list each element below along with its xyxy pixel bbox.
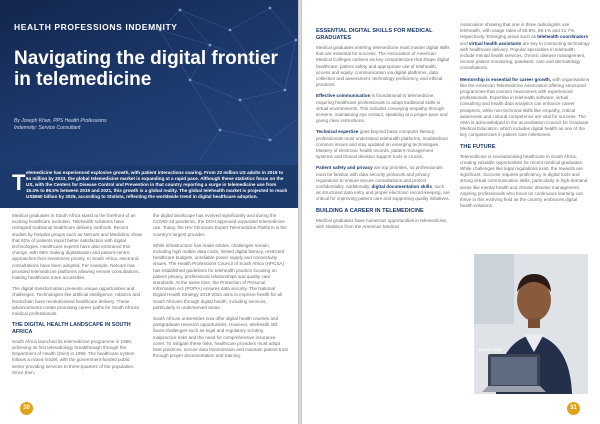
lead-phrase: telehealth coordinators [537, 34, 589, 40]
right-column-2 [460, 22, 590, 214]
page-number: 31 [567, 402, 580, 415]
paragraph-body: is foundational to telemedicine, requiring healthcare professionals to adapt traditional skills to virtual environments. This includes conveying empathy through screens, maintaining eye contact, speaking at a proper pace and giving clear instructions. [316, 93, 448, 124]
paragraph: South African universities now offer digital health courses and postgraduate research opportunities. However, telehealth still faces challenges such as legal and regulatory scrutiny, malpractice risks and the need for comprehensive insurance cover. To mitigate these risks, healthcare providers must adopt best practices, secure data transmission and maintain patient trust through proper documentation and training. [153, 316, 288, 359]
lead-phrase: Mentorship is essential for career growth, [460, 76, 552, 82]
byline-line-1: By Joseph Khan, PPS Health Professions [14, 118, 107, 124]
paragraph: While infrastructure has made strides, challenges remain, including high mobile data costs, limited digital literacy, restricted healthcare budgets, unreliable power supply and connectivity issues. The Health Professions Council of South Africa (HPCSA) has established guidelines for telehealth practice focusing on patient privacy, professional relationships and quality care standards. At the same time, the Protection of Personal Information Act (POPIA) ensures data security. The National Digital Health Strategy 2019-2024 aims to improve health for all South Africans through digital health, including services, particularly in underserved areas. [153, 242, 285, 310]
lead-phrase: Technical expertise [316, 129, 359, 135]
paragraph [316, 93, 450, 124]
hero-banner [0, 0, 298, 165]
lead-phrase: Patient safety and privacy [316, 165, 373, 171]
paragraph [460, 77, 590, 139]
left-column-1 [12, 213, 142, 381]
paragraph: the digital landscape has evolved significantly and during the COVID-19 pandemic, the DOH approved expanded telemedicine use. Today, the HIV Clinicians Expert Telemedicine Platform is the country's largest provider. [153, 213, 287, 237]
paragraph: Telemedicine is revolutionising healthcare in South Africa, creating valuable opportunities for recent medical graduates. While challenges like legal regulations exist, the rewards are significant. Success requires proficiency in digital tools and strong virtual communication skills, particularly in high-demand areas like mental health and chronic disease management. Aspiring professionals who focus on continuous learning can thrive in this evolving field as the country embraces digital health solutions. [460, 153, 588, 209]
paragraph: Medical graduates entering telemedicine must master digital skills that are essential for success. The Association of American Medical Colleges outlines six key competencies that shape digital healthcare: patient safety and appropriate use of telehealth, access and equity, communication via digital platforms, data collection and assessment, technology proficiency, and ethical practices. [316, 45, 450, 88]
photo-caption: Joseph Khan [478, 347, 503, 352]
paragraph-body: , such as structured data entry and proper electronic record-keeping, are critical for improving patient care and supporting quality initiatives. [316, 184, 450, 202]
section-tag: HEALTH PROFESSIONS INDEMNITY [14, 22, 178, 32]
paragraph-body: with organisations like the American Telemedicine Association offering structured programmes that connect newcomers with experienced professionals. Expertise in telehealth software, virtual consulting and health data analytics can enhance career prospects, while non-technical skills like empathy, critical awareness and cultural competence are vital for success. The AMA is acknowledged in the accreditation Council for Graduate Medical Education, which includes digital health as one of the key competencies in patient care milestones. [460, 76, 590, 138]
page-number: 30 [20, 402, 33, 415]
left-page [0, 0, 298, 424]
paragraph-body: Association showing that one in three radiologists use telehealth, with usage rates of 55.8%, 59.1% and 41.7%, respectively. Emerging areas such as [460, 22, 576, 40]
lead-phrase: digital documentation skills [371, 184, 432, 190]
article-title: Navigating the digital frontier in telemedicine [14, 48, 278, 90]
paragraph-body: goes beyond basic computer literacy; professionals must understand telehealth platforms, troubleshoot common issues and stay updated on emerging technologies. Mastery of electronic health records, patient management systems and clinical decision support tools is crucial. [316, 129, 448, 160]
subheading: BUILDING A CAREER IN TELEMEDICINE [316, 207, 424, 214]
paragraph-body: and [460, 40, 469, 46]
paragraph [460, 22, 590, 72]
subheading: THE DIGITAL HEALTH LANDSCAPE IN SOUTH AFRICA [12, 322, 131, 336]
left-column-2 [153, 213, 288, 364]
byline [14, 118, 107, 131]
paragraph: Medical graduates in South Africa stand at the forefront of an exciting healthcare evolution. Telehealth solutions have reshaped traditional healthcare delivery methods. Recent studies by hospital groups such as Netcare and Mediclinic show that 92% of patients report better satisfaction with digital technologies. Healthcare experts have also embraced this change, with 88% making digitalisation and patient-centric approaches their investment priority. In South Africa, electronic consultations have been adopted. For example, Netcare has provided telemedicine platforms allowing remote consultations, making healthcare more accessible. [12, 213, 142, 281]
author-photo [474, 254, 588, 394]
paragraph: Medical graduates have numerous opportunities in telemedicine, with statistics from the American Medical [316, 217, 448, 229]
paragraph: The digital transformation presents unique opportunities and challenges. Technologies like artificial intelligence, robotics and blockchain have revolutionised healthcare delivery. These advancements create promising career paths for South African medical professionals. [12, 286, 141, 317]
lead-phrase: virtual health assistants [468, 40, 522, 46]
lead-phrase: Effective communication [316, 93, 371, 99]
right-column-1 [316, 28, 450, 235]
paragraph [316, 165, 450, 202]
paragraph [316, 129, 450, 160]
author-portrait-graphic [474, 254, 588, 394]
paragraph-body: are top priorities, so professionals must be familiar with data security protocols and privacy regulations to ensure secure consultations and protect confidentiality. Additionally, [316, 165, 443, 190]
intro-text: elemedicine has experienced explosive growth, with patient interactions soaring. From 23 million US adults in 2019 to 64 million by 2023, the global telemedicine market is expanding at a rapid pace. Although these statistics focus on the US, with the Centers for Disease Control and Prevention in that country reporting a surge in telemedicine use from 15.4% to 86.5% between 2019 and 2021, this growth is a global reality. The global telehealth market is projected to reach US$660 billion by 2025, according to Statista, reflecting the worldwide trend in digital healthcare adoption. [26, 170, 288, 199]
drop-cap: T [12, 170, 26, 195]
paragraph: South Africa launched its telemedicine programme in 1999, achieving its first teleradiology breakthrough through the Department of Health (DoH) in 1999. The healthcare system follows a mixed model, with the government-funded public sector providing services to three-quarters of the population. Since then, [12, 338, 135, 375]
byline-line-2: Indemnity: Service Consultant [14, 124, 81, 131]
subheading: THE FUTURE [460, 143, 496, 150]
paragraph-body: are key to connecting technology with healthcare delivery. Popular specialties in telehealth include mental health services, chronic disease management, remote patient monitoring, paediatric care and dermatology consultations. [460, 40, 590, 71]
subheading: ESSENTIAL DIGITAL SKILLS FOR MEDICAL GRADUATES [316, 28, 433, 41]
